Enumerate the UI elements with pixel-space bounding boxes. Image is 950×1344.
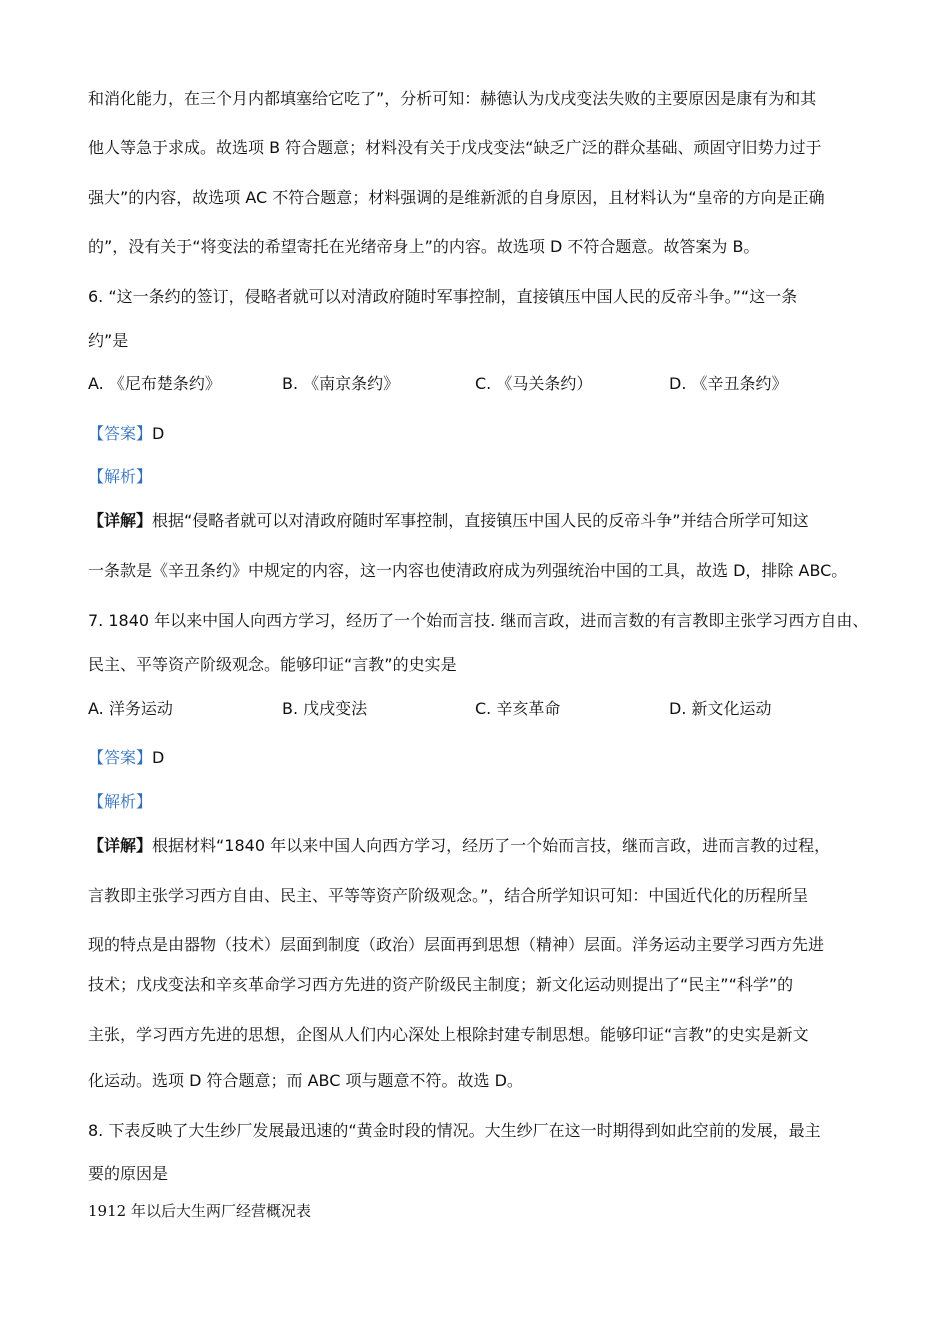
q6-stem-line: 6. “这一条约的签订，侵略者就可以对清政府随时军事控制，直接镇压中国人民的反帝斗争。”“这一条 [88,287,798,306]
answer-value: D [152,424,165,443]
q7-analysis-tag: 【解析】 [88,792,153,811]
detail-text: 根据“侵略者就可以对清政府随时军事控制，直接镇压中国人民的反帝斗争”并结合所学可知这 [152,511,809,530]
q5-text-line: 的”，没有关于“将变法的希望寄托在光绪帝身上”的内容。故选项 D 不符合题意。故答案为 B。 [88,237,760,256]
detail-tag: 【详解】 [88,511,153,530]
q7-detail-line: 现的特点是由器物（技术）层面到制度（政治）层面再到思想（精神）层面。洋务运动主要学习西方先进 [88,935,825,954]
q6-detail-line: 一条款是《辛丑条约》中规定的内容，这一内容也使清政府成为列强统治中国的工具，故选 D，排除 ABC。 [88,561,848,580]
answer-tag: 【答案】 [88,748,153,767]
answer-value: D [152,748,165,767]
q5-text-line: 他人等急于求成。故选项 B 符合题意；材料没有关于戊戌变法“缺乏广泛的群众基础、顽固守旧势力过于 [88,138,822,157]
q5-text-line: 和消化能力，在三个月内都填塞给它吃了”，分析可知：赫德认为戊戌变法失败的主要原因是康有为和其 [88,89,817,108]
detail-text: 根据材料“1840 年以来中国人向西方学习，经历了一个始而言技，继而言政，进而言教的过程， [152,836,831,855]
q8-table-caption: 1912 年以后大生两厂经营概况表 [88,1202,311,1220]
q6-option-b: B. 《南京条约》 [282,374,400,393]
q8-stem-line: 要的原因是 [88,1164,169,1183]
q7-stem-line: 7. 1840 年以来中国人向西方学习，经历了一个始而言技. 继而言政，进而言数的有言教即主张学习西方自由、 [88,611,869,630]
q7-detail-line: 技术；戊戌变法和辛亥革命学习西方先进的资产阶级民主制度；新文化运动则提出了“民主”“科学”的 [88,975,794,994]
q5-text-line: 强大”的内容，故选项 AC 不符合题意；材料强调的是维新派的自身原因，且材料认为“皇帝的方向是正确 [88,188,825,207]
q7-detail-line: 化运动。选项 D 符合题意；而 ABC 项与题意不符。故选 D。 [88,1071,523,1090]
q7-option-a: A. 洋务运动 [88,699,173,718]
q7-option-c: C. 辛亥革命 [475,699,561,718]
q7-detail-line [88,835,863,857]
q7-option-d: D. 新文化运动 [669,699,772,718]
q6-option-a: A. 《尼布楚条约》 [88,374,221,393]
q6-option-c: C. 《马关条约） [475,374,593,393]
answer-tag: 【答案】 [88,424,153,443]
q6-detail-line [88,510,863,532]
q7-answer [88,747,863,769]
q6-answer [88,423,863,445]
q7-detail-line: 主张，学习西方先进的思想，企图从人们内心深处上根除封建专制思想。能够印证“言教”的史实是新文 [88,1025,809,1044]
q7-option-b: B. 戊戌变法 [282,699,368,718]
q7-detail-line: 言教即主张学习西方自由、民主、平等等资产阶级观念。”，结合所学知识可知：中国近代化的历程所呈 [88,886,809,905]
q8-stem-line: 8. 下表反映了大生纱厂发展最迅速的“黄金时段的情况。大生纱厂在这一时期得到如此空前的发展，最主 [88,1121,821,1140]
q6-stem-line: 约”是 [88,331,129,350]
detail-tag: 【详解】 [88,836,153,855]
q6-analysis-tag: 【解析】 [88,467,153,486]
q6-option-d: D. 《辛丑条约》 [669,374,788,393]
q7-stem-line: 民主、平等资产阶级观念。能够印证“言教”的史实是 [88,655,457,674]
